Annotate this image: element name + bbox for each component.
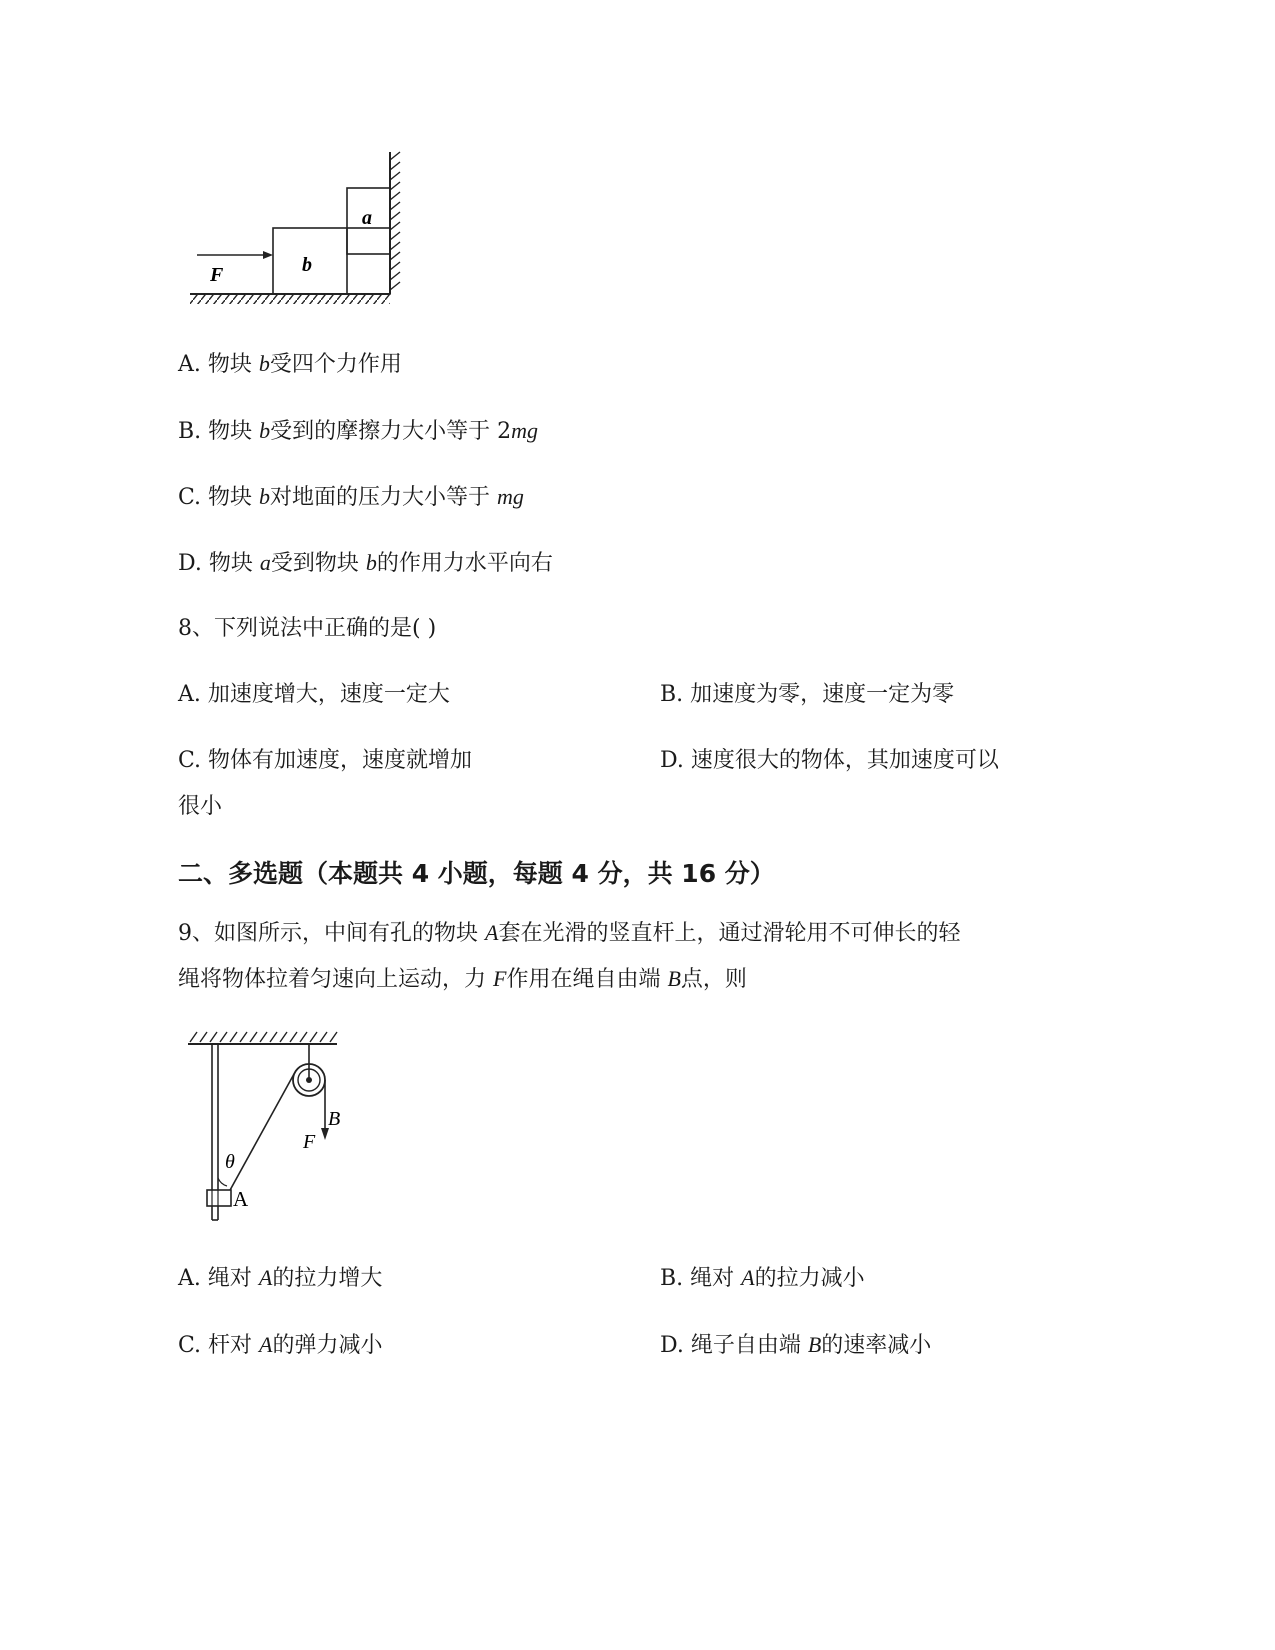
q9-option-d[interactable]: D. 绳子自由端 B的速率减小	[660, 1332, 932, 1358]
blocks-figure	[185, 150, 420, 310]
label-B: B	[328, 1108, 341, 1130]
label-b: b	[302, 254, 312, 276]
q8-option-d-continued: 很小	[178, 794, 223, 819]
q7-option-d[interactable]: D. 物块 a受到物块 b的作用力水平向右	[178, 550, 553, 576]
force-arrowhead	[263, 251, 273, 259]
block-b	[273, 228, 390, 294]
floor-hatch	[190, 294, 390, 304]
q9-stem-line1: 9、如图所示，中间有孔的物块 A套在光滑的竖直杆上，通过滑轮用不可伸长的轻	[178, 920, 961, 946]
label-A: A	[233, 1187, 249, 1211]
q7-option-c[interactable]: C. 物块 b对地面的压力大小等于 mg	[178, 484, 524, 510]
pulley-figure	[185, 1028, 350, 1228]
q9-stem-line2: 绳将物体拉着匀速向上运动，力 F作用在绳自由端 B点，则	[178, 966, 747, 992]
q8-option-b[interactable]: B. 加速度为零，速度一定为零	[660, 682, 955, 707]
q7-option-a[interactable]: A. 物块 b受四个力作用	[178, 351, 402, 377]
angle-arc	[218, 1178, 227, 1186]
rope-slanted	[229, 1074, 294, 1192]
q9-option-b[interactable]: B. 绳对 A的拉力减小	[660, 1265, 865, 1291]
block-A	[207, 1190, 231, 1206]
q9-option-c[interactable]: C. 杆对 A的弹力减小	[178, 1332, 383, 1358]
q7-option-b[interactable]: B. 物块 b受到的摩擦力大小等于 2mg	[178, 418, 539, 444]
label-F: F	[210, 264, 224, 286]
ceiling-hatch	[190, 1032, 337, 1042]
q8-option-a[interactable]: A. 加速度增大，速度一定大	[178, 682, 450, 707]
label-a: a	[362, 207, 372, 229]
label-F: F	[303, 1131, 316, 1153]
pulley-axle	[306, 1077, 312, 1083]
q8-option-d[interactable]: D. 速度很大的物体，其加速度可以	[660, 748, 999, 773]
q8-stem: 8、下列说法中正确的是( )	[178, 616, 437, 641]
q9-option-a[interactable]: A. 绳对 A的拉力增大	[178, 1265, 383, 1291]
label-theta: θ	[225, 1151, 235, 1173]
section-heading: 二、多选题（本题共 4 小题，每题 4 分，共 16 分）	[178, 859, 775, 888]
wall-hatch	[390, 152, 400, 290]
q8-option-c[interactable]: C. 物体有加速度，速度就增加	[178, 748, 473, 773]
